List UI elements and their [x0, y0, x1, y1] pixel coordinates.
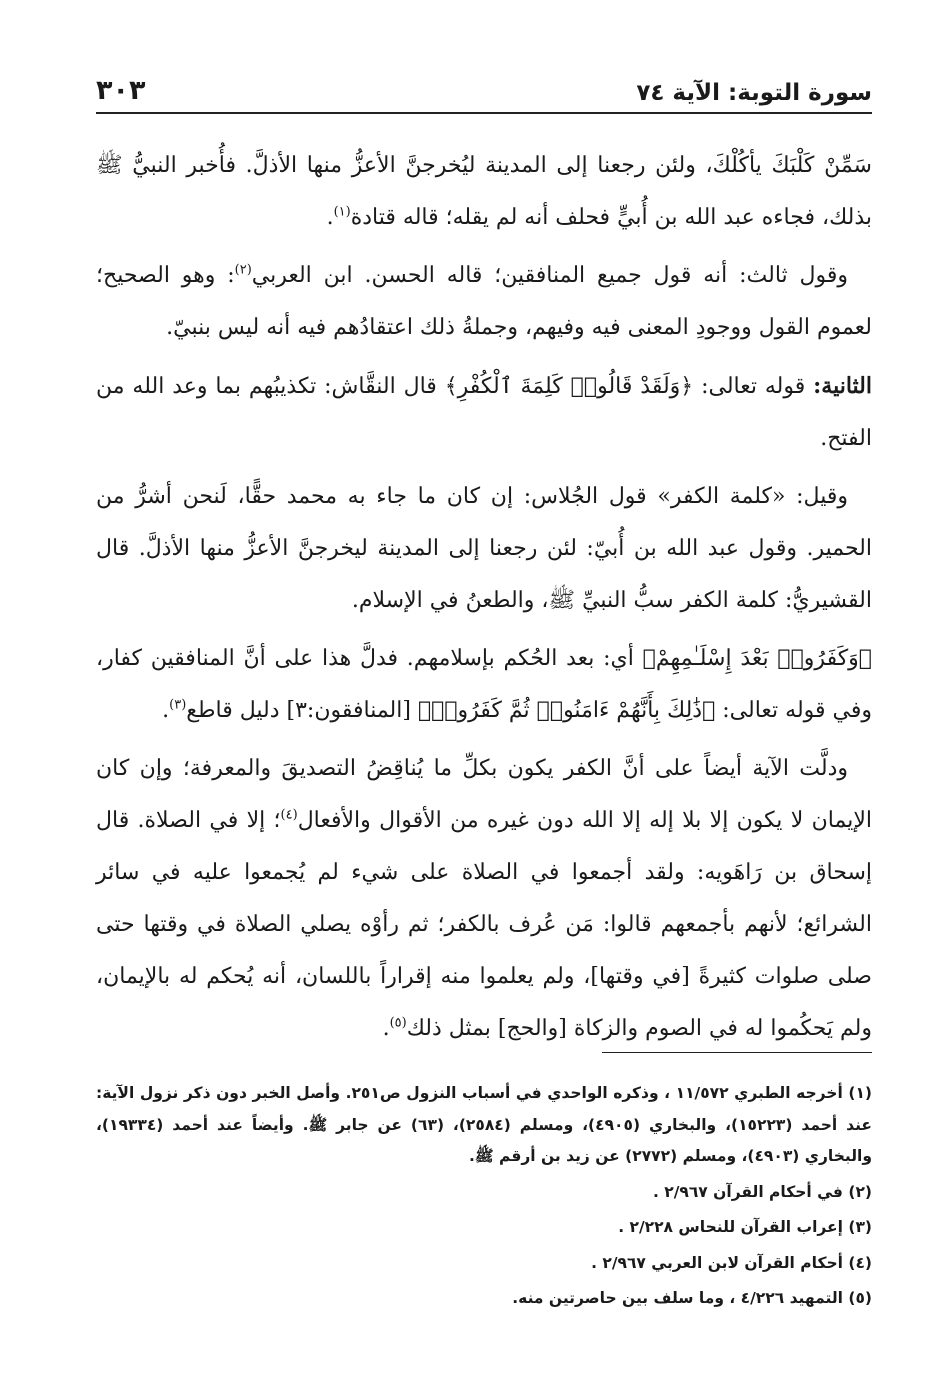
paragraph-5 — [96, 633, 872, 737]
footnote-separator — [602, 1052, 872, 1053]
running-header — [96, 66, 872, 106]
footnote-ref-1[interactable]: (١) — [333, 204, 351, 220]
paragraph-4-text: وقيل: «كلمة الكفر» قول الجُلاس: إن كان ما جاء به محمد حقًّا، لَنحن أشرُّ من الحمير. وقول عبد الله بن أُبيّ: لئن رجعنا إلى المدينة ليخرجنَّ الأعزُّ منها الأذلَّ. قال القشيريُّ: كلمة الكفر سبُّ النبيِّ ﷺ، والطعنُ في الإسلام. — [96, 484, 872, 613]
running-title: سورة التوبة: الآية ٧٤ — [636, 80, 872, 106]
paragraph-3-text: قوله تعالى: ﴿وَلَقَدْ قَالُوا۟ كَلِمَةَ ٱلْكُفْرِ﴾ قال النقَّاش: تكذيبُهم بما وعد الله من الفتح. — [96, 374, 872, 451]
paragraph-5-text: ﴿وَكَفَرُوا۟ بَعْدَ إِسْلَـٰمِهِمْ﴾ أي: بعد الحُكم بإسلامهم. فدلَّ هذا على أنَّ المنافقين كفار، وفي قوله تعالى: ﴿ذَٰلِكَ بِأَنَّهُمْ ءَامَنُوا۟ ثُمَّ كَفَرُوا۟﴾ [المنافقون:٣] دليل قاطع — [96, 646, 872, 723]
paragraph-6 — [96, 743, 872, 1055]
paragraph-6-text-b: ؛ إلا في الصلاة. قال إسحاق بن رَاهَويه: ولقد أجمعوا في الصلاة على شيء لم يُجمعوا عليه في سائر الشرائع؛ لأنهم بأجمعهم قالوا: مَن عُرف بالكفر؛ ثم رأوْه يصلي الصلاة في وقتها حتى صلى صلوات كثيرةً [في وقتها]، ولم يعلموا منه إقراراً باللسان، أنه يُحكم له بالإيمان، ولم يَحكُموا له في الصوم والزكاة [والحج] بمثل ذلك — [96, 808, 872, 1041]
footnote-ref-4[interactable]: (٤) — [280, 807, 298, 823]
section-label: الثانية: — [813, 373, 872, 399]
paragraph-2 — [96, 250, 872, 354]
paragraph-5-end: . — [162, 698, 170, 723]
footnote-ref-3[interactable]: (٣) — [169, 697, 187, 713]
header-rule — [96, 112, 872, 114]
footnote-ref-5[interactable]: (٥) — [389, 1015, 407, 1031]
paragraph-1: سَمِّنْ كَلْبَكَ يأكُلْكَ، ولئن رجعنا إلى المدينة ليُخرجنَّ الأعزُّ منها الأذلَّ. فأُخبر النبيُّ ﷺ بذلك، فجاءه عبد الله بن أُبيٍّ فحلف أنه لم يقله؛ قاله قتادة$^{(١)}$. — [96, 153, 872, 230]
paragraph-6-text-a: ودلَّت الآية أيضاً على أنَّ الكفر يكون بكلِّ ما يُناقِضُ التصديقَ والمعرفة؛ وإن كان الإيمان لا يكون إلا بلا إله إلا الله دون غيره من الأقوال والأفعال — [96, 756, 872, 833]
main-text — [96, 140, 872, 1061]
page-number: ٣٠٣ — [96, 75, 146, 106]
footnote-4: (٤) أحكام القرآن لابن العربي ٢/٩٦٧ . — [591, 1253, 872, 1272]
footnote-1: (١) أخرجه الطبري ١١/٥٧٢ ، وذكره الواحدي في أسباب النزول ص٢٥١. وأصل الخبر دون ذكر نزول الآية: عند أحمد (١٥٢٢٣)، والبخاري (٤٩٠٥)، ومسلم (٢٥٨٤)، (٦٣) عن جابر ﷺ. وأيضاً عند أحمد (١٩٣٣٤)، والبخاري (٤٩٠٣)، ومسلم (٢٧٧٢) عن زيد بن أرقم ﷺ. — [96, 1084, 872, 1165]
paragraph-4 — [96, 471, 872, 627]
footnote-ref-2[interactable]: (٢) — [234, 262, 252, 278]
paragraph-1-text: سَمِّنْ كَلْبَكَ يأكُلْكَ، ولئن رجعنا إلى المدينة ليُخرجنَّ الأعزُّ منها الأذلَّ. فأُخبر النبيُّ ﷺ بذلك، فجاءه عبد الله بن أُبيٍّ فحلف أنه لم يقله؛ قاله قتادة — [96, 153, 872, 230]
footnote-5: (٥) التمهيد ٤/٢٢٦ ، وما سلف بين حاصرتين منه. — [512, 1289, 872, 1307]
paragraph-2-text-a: وقول ثالث: أنه قول جميع المنافقين؛ قاله الحسن. ابن العربي — [251, 263, 848, 288]
paragraph-2-text-b: : وهو الصحيح؛ لعموم القول ووجودِ المعنى فيه وفيهم، وجملةُ ذلك اعتقادُهم فيه أنه ليس بنبيّ. — [96, 263, 872, 340]
footnote-3: (٣) إعراب القرآن للنحاس ٢/٢٢٨ . — [618, 1218, 872, 1236]
paragraph-3 — [96, 360, 872, 465]
paragraph-6-end: . — [382, 1016, 390, 1041]
footnote-2: (٢) في أحكام القرآن ٢/٩٦٧ . — [652, 1182, 872, 1201]
footnotes — [96, 1078, 872, 1319]
